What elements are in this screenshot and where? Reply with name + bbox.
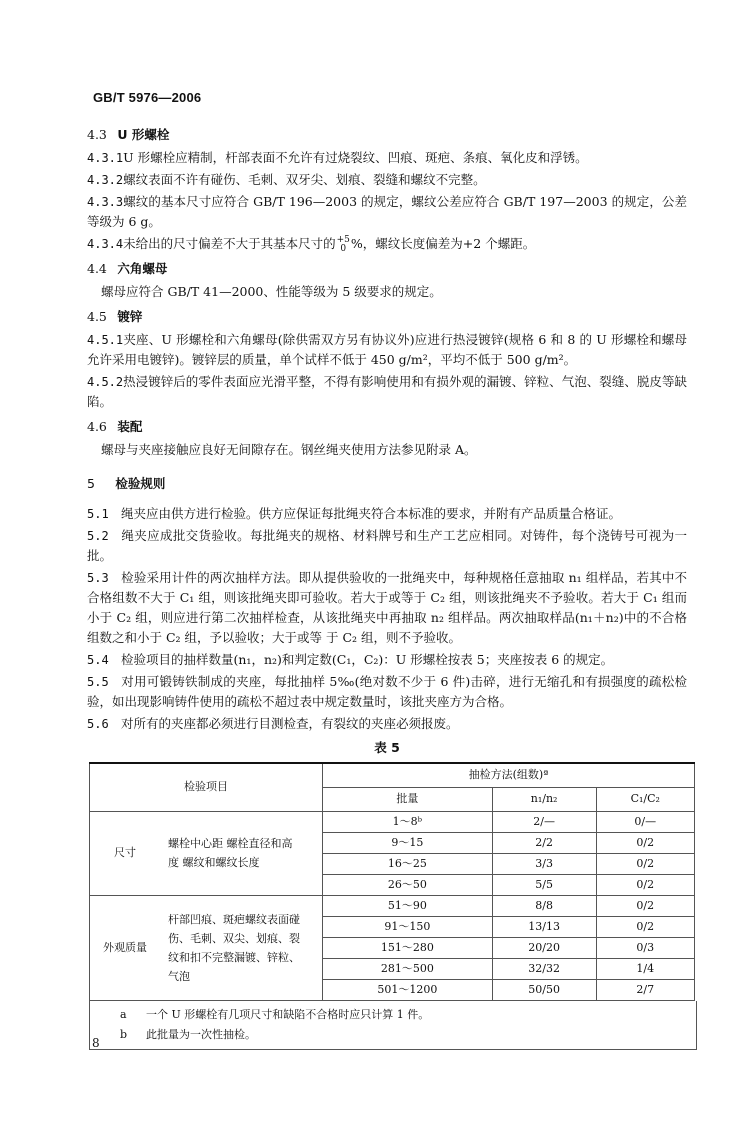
clause-number: 4.5.1	[87, 333, 124, 347]
clause-number: 4.5.2	[87, 375, 124, 389]
clause-number: 5.2	[87, 529, 109, 543]
note-text: 此批量为一次性抽检。	[146, 1027, 256, 1041]
clause	[87, 526, 687, 566]
cell-n: 8/8	[492, 895, 596, 916]
chapter-number: 5	[87, 476, 95, 491]
header-method: 抽检方法(组数)ª	[323, 763, 695, 787]
clause-number: 5.5	[87, 675, 109, 689]
clause-text: 螺母应符合 GB/T 41—2000、性能等级为 5 级要求的规定。	[101, 284, 442, 299]
clause-number: 5.6	[87, 717, 109, 731]
tolerance-fraction	[337, 236, 350, 254]
table-row	[90, 895, 695, 916]
cell-batch: 9～15	[323, 832, 493, 853]
inspection-table	[89, 762, 695, 1001]
clause-text: 未给出的尺寸偏差不大于其基本尺寸的	[123, 236, 336, 251]
cell-batch: 501～1200	[323, 979, 493, 1000]
cell-n: 32/32	[492, 958, 596, 979]
section-heading	[87, 259, 687, 279]
cell-c: 0/2	[596, 853, 694, 874]
group-name: 尺寸	[114, 846, 136, 859]
clause-number: 5.4	[87, 653, 109, 667]
section-title: 镀锌	[117, 309, 143, 324]
cell-c: 2/7	[596, 979, 694, 1000]
page-number: 8	[92, 1036, 100, 1050]
table-note	[120, 1005, 696, 1025]
clause-text: 绳夹应成批交货验收。每批绳夹的规格、材料牌号和生产工艺应相同。对铸件，每个浇铸号可视为一批。	[87, 528, 687, 563]
cell-c: 0/3	[596, 937, 694, 958]
cell-c: 0/2	[596, 895, 694, 916]
cell-n: 50/50	[492, 979, 596, 1000]
clause-text: 绳夹应由供方进行检验。供方应保证每批绳夹符合本标准的要求，并附有产品质量合格证。	[121, 506, 622, 521]
section-number: 4.5	[87, 309, 107, 324]
group-appearance	[90, 895, 323, 1000]
clause	[87, 148, 687, 168]
section-number: 4.3	[87, 127, 107, 142]
cell-batch: 16～25	[323, 853, 493, 874]
cell-c: 0/2	[596, 832, 694, 853]
clause	[87, 234, 687, 254]
header-item: 检验项目	[90, 763, 323, 811]
table-notes	[89, 1001, 697, 1050]
clause	[87, 672, 687, 712]
cell-batch: 1～8ᵇ	[323, 811, 493, 832]
tolerance-upper: +5	[336, 234, 350, 245]
clause-number: 5.3	[87, 571, 109, 585]
tolerance-lower: 0	[340, 243, 347, 254]
cell-n: 2/—	[492, 811, 596, 832]
section-title: 装配	[117, 419, 143, 434]
cell-c: 0/—	[596, 811, 694, 832]
clause-text: 螺母与夹座接触应良好无间隙存在。钢丝绳夹使用方法参见附录 A。	[101, 442, 477, 457]
chapter-title: 检验规则	[115, 476, 166, 491]
clause-text: 检验项目的抽样数量(n₁，n₂)和判定数(C₁，C₂)：U 形螺栓按表 5；夹座按表 6 的规定。	[121, 652, 614, 667]
clause	[87, 192, 687, 232]
clause	[87, 504, 687, 524]
section-number: 4.4	[87, 261, 107, 276]
clause-number: 4.3.4	[87, 237, 124, 251]
section-title: 六角螺母	[117, 261, 168, 276]
clause	[87, 372, 687, 412]
group-items: 杆部凹痕、斑疤螺纹表面碰伤、毛刺、双尖、划痕、裂纹和扣不完整漏镀、锌粒、气泡	[168, 912, 300, 983]
cell-c: 0/2	[596, 874, 694, 895]
clause-text: 检验采用计件的两次抽样方法。即从提供验收的一批绳夹中，每种规格任意抽取 n₁ 组样品，若其中不合格组数不大于 C₁ 组，则该批绳夹即可验收。若大于或等于 C₂ 组，则该批绳夹不予验收。若大于 C₁ 组而小于 C₂ 组，则应进行第二次抽样检查，从该批绳夹中再抽取 n₂ 组样品。两次抽取样品(n₁＋n₂)中的不合格组数之和小于 C₂ 组，予以验收；大于或等 于 C₂ 组，则不予验收。	[87, 570, 687, 645]
header-n: n₁/n₂	[492, 787, 596, 811]
clause-text: %，螺纹长度偏差为+2 个螺距。	[350, 236, 536, 251]
table-title: 表 5	[374, 740, 400, 755]
section-heading	[87, 307, 687, 327]
cell-n: 2/2	[492, 832, 596, 853]
table-row	[90, 811, 695, 832]
cell-batch: 91～150	[323, 916, 493, 937]
section-title: U 形螺栓	[117, 127, 170, 142]
clause-text: 螺纹表面不许有碰伤、毛刺、双牙尖、划痕、裂缝和螺纹不完整。	[123, 172, 486, 187]
chapter-heading	[87, 474, 687, 494]
section-number: 4.6	[87, 419, 107, 434]
note-label: a	[120, 1007, 127, 1021]
header-c: C₁/C₂	[596, 787, 694, 811]
clause-text: 热浸镀锌后的零件表面应光滑平整，不得有影响使用和有损外观的漏镀、锌粒、气泡、裂缝、脱皮等缺陷。	[87, 374, 687, 409]
group-name: 外观质量	[103, 940, 147, 954]
note-text: 一个 U 形螺栓有几项尺寸和缺陷不合格时应只计算 1 件。	[146, 1007, 430, 1021]
clause	[87, 714, 687, 734]
clause	[87, 650, 687, 670]
cell-batch: 26～50	[323, 874, 493, 895]
page-body	[87, 120, 687, 1050]
clause-number: 4.3.1	[87, 151, 124, 165]
clause-text: 对所有的夹座都必须进行目测检查，有裂纹的夹座必须报废。	[121, 716, 459, 731]
cell-batch: 281～500	[323, 958, 493, 979]
document-code: GB/T 5976—2006	[93, 90, 202, 105]
clause-text: 螺纹的基本尺寸应符合 GB/T 196—2003 的规定，螺纹公差应符合 GB/T 197—2003 的规定，公差等级为 6 g。	[87, 194, 687, 229]
cell-batch: 51～90	[323, 895, 493, 916]
cell-n: 5/5	[492, 874, 596, 895]
section-heading	[87, 417, 687, 437]
section-heading	[87, 125, 687, 145]
clause	[87, 330, 687, 370]
clause-text: 夹座、U 形螺栓和六角螺母(除供需双方另有协议外)应进行热浸镀锌(规格 6 和 8 的 U 形螺栓和螺母允许采用电镀锌)。镀锌层的质量，单个试样不低于 450 g/m²，平均不低于 500 g/m²。	[87, 332, 687, 367]
clause	[87, 170, 687, 190]
note-label: b	[120, 1027, 128, 1041]
cell-c: 0/2	[596, 916, 694, 937]
header-batch: 批量	[323, 787, 493, 811]
cell-batch: 151～280	[323, 937, 493, 958]
clause	[87, 568, 687, 648]
cell-n: 3/3	[492, 853, 596, 874]
group-items: 螺栓中心距 螺栓直径和高度 螺纹和螺纹长度	[168, 837, 293, 869]
clause-number: 5.1	[87, 507, 109, 521]
table-note	[120, 1025, 696, 1045]
clause-number: 4.3.3	[87, 195, 124, 209]
clause-number: 4.3.2	[87, 173, 124, 187]
cell-n: 13/13	[492, 916, 596, 937]
cell-c: 1/4	[596, 958, 694, 979]
clause-text: 对用可锻铸铁制成的夹座，每批抽样 5‰(绝对数不少于 6 件)击碎，进行无缩孔和有损强度的疏松检验，如出现影响铸件使用的疏松不超过表中规定数量时，该批夹座方为合格。	[87, 674, 687, 709]
clause-text: U 形螺栓应精制，杆部表面不允许有过烧裂纹、凹痕、斑疤、条痕、氧化皮和浮锈。	[123, 150, 588, 165]
group-dimensions	[90, 811, 323, 895]
cell-n: 20/20	[492, 937, 596, 958]
